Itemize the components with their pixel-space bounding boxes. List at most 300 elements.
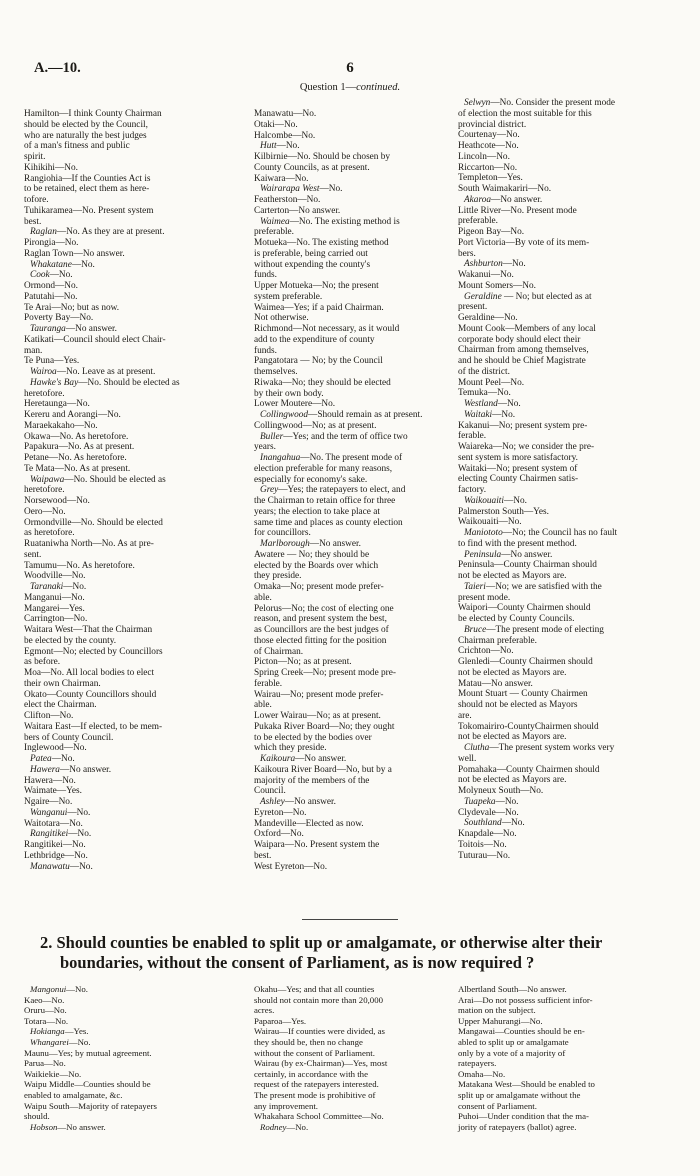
entry-line xyxy=(458,108,669,120)
entry-line xyxy=(24,517,245,529)
entry-text: funds. xyxy=(254,345,277,356)
q2-column-1 xyxy=(24,984,245,1132)
entry-line xyxy=(24,528,245,539)
entry-text: Patutahi—No. xyxy=(24,291,78,302)
entry-line xyxy=(24,1079,245,1090)
entry-text: Kaiwara—No. xyxy=(254,173,309,184)
entry-line xyxy=(24,442,245,453)
district-entry xyxy=(32,829,245,840)
entry-text: not be elected as Mayors are. xyxy=(458,667,567,678)
entry-line xyxy=(24,818,245,830)
entry-line xyxy=(254,227,458,238)
district-name: Mangonui xyxy=(30,984,67,994)
entry-text: Okawa—No. As heretofore. xyxy=(24,431,129,442)
entry-text: Whakahara School Committee—No. xyxy=(254,1111,384,1122)
entry-line xyxy=(458,1100,669,1112)
district-name: Geraldine xyxy=(464,291,502,302)
district-entry xyxy=(466,292,669,303)
entry-text: as heretofore. xyxy=(24,528,75,539)
entry-text: best. xyxy=(24,216,42,227)
entry-text: of election the most suitable for this xyxy=(458,108,592,119)
entry-text: Tuhikaramea—No. Present system xyxy=(24,205,154,216)
district-name: Southland xyxy=(464,818,502,829)
entry-line xyxy=(24,130,245,142)
question-label: Question 1— xyxy=(299,82,357,93)
entry-line xyxy=(458,270,669,281)
entry-text: Maraekakaho—No. xyxy=(24,420,98,431)
district-name: Buller xyxy=(260,431,284,442)
entry-text: Riccarton—No. xyxy=(458,162,518,173)
entry-text: —No. Should be elected as xyxy=(64,474,166,485)
entry-line xyxy=(254,1089,458,1101)
entry-text: ratepayers. xyxy=(458,1058,497,1069)
entry-line xyxy=(458,1089,669,1101)
entry-text: Mandeville—Elected as now. xyxy=(254,818,364,829)
entry-line xyxy=(458,366,669,378)
entry-line xyxy=(458,592,669,604)
entry-line xyxy=(458,710,669,722)
entry-line xyxy=(254,614,458,625)
entry-text: Upper Mahurangi—No. xyxy=(458,1015,543,1026)
entry-line xyxy=(458,216,669,227)
district-name: Marlborough xyxy=(260,539,310,549)
entry-line xyxy=(254,388,458,400)
entry-text: Omaha—No. xyxy=(458,1068,506,1079)
district-entry xyxy=(466,818,669,829)
entry-text: Oero—No. xyxy=(24,506,66,517)
entry-line xyxy=(24,141,245,152)
entry-text: Kaikoura River Board—No, but by a xyxy=(254,764,392,775)
entry-line xyxy=(458,280,669,292)
entry-line xyxy=(458,173,669,184)
entry-text: Parua—No. xyxy=(24,1058,66,1069)
entry-text: and he should be Chief Magistrate xyxy=(458,356,586,366)
entry-text: Collingwood—No; as at present. xyxy=(254,420,377,431)
entry-line xyxy=(458,1036,669,1048)
entry-line xyxy=(254,840,458,851)
entry-text: —No answer. xyxy=(491,194,543,205)
entry-line xyxy=(458,603,669,614)
district-name: Waitaki xyxy=(464,409,493,420)
entry-text: —No. The present mode of xyxy=(300,453,403,463)
district-name: Ashburton xyxy=(464,259,503,270)
entry-line xyxy=(254,463,458,475)
district-entry xyxy=(466,528,669,539)
entry-text: Waiareka—No; we consider the pre- xyxy=(458,442,595,452)
entry-text: Palmerston South—Yes. xyxy=(458,506,550,517)
entry-text: sent. xyxy=(24,549,42,560)
entry-line xyxy=(254,528,458,539)
entry-text: Courtenay—No. xyxy=(458,130,520,141)
entry-text: as before. xyxy=(24,657,61,668)
entry-line xyxy=(458,463,669,475)
district-name: Hobson xyxy=(30,1121,58,1132)
entry-text: Waitara West—That the Chairman xyxy=(24,625,153,635)
entry-line xyxy=(254,668,458,679)
entry-line xyxy=(254,474,458,486)
entry-text: Featherston—No. xyxy=(254,195,321,205)
district-entry xyxy=(466,195,669,206)
entry-line xyxy=(24,635,245,647)
district-name: Grey xyxy=(260,485,279,496)
entry-text: jority of ratepayers (ballot) agree. xyxy=(458,1121,577,1132)
entry-text: —Yes; the ratepayers to elect, and xyxy=(278,485,406,496)
district-entry xyxy=(262,184,458,195)
entry-text: same time and places as county election xyxy=(254,517,403,528)
entry-line xyxy=(254,635,458,647)
entry-text: Motueka—No. The existing method xyxy=(254,238,389,248)
document-reference: A.—10. xyxy=(34,60,81,76)
entry-line xyxy=(24,786,245,797)
question-2-heading xyxy=(40,933,660,973)
district-entry xyxy=(262,1122,458,1133)
entry-line xyxy=(458,1079,669,1090)
district-name: Inangahua xyxy=(260,453,301,463)
question-2-line-1: 2. Should counties be enabled to split up or amalgamate, or otherwise alter their xyxy=(40,933,603,952)
district-name: Bruce xyxy=(464,624,487,635)
entry-text: —The present system works very xyxy=(489,743,615,753)
entry-text: Templeton—Yes. xyxy=(458,173,523,184)
entry-line xyxy=(458,635,669,647)
entry-line xyxy=(24,1058,245,1069)
entry-text: elect the Chairman. xyxy=(24,700,97,711)
entry-line xyxy=(24,711,245,722)
entry-text: Mangarei—Yes. xyxy=(24,603,85,614)
district-name: Hawera xyxy=(30,764,60,775)
entry-text: —No. Consider the present mode xyxy=(490,98,616,108)
entry-line xyxy=(254,1068,458,1080)
entry-line xyxy=(24,216,245,228)
district-name: Wairarapa West xyxy=(260,184,320,195)
entry-text: present mode. xyxy=(458,592,511,603)
entry-line xyxy=(24,721,245,733)
entry-line xyxy=(458,1015,669,1027)
entry-line xyxy=(254,603,458,615)
entry-line xyxy=(24,248,245,260)
entry-text: —Should remain as at present. xyxy=(308,410,423,420)
district-entry xyxy=(466,399,669,410)
entry-line xyxy=(458,1068,669,1080)
entry-text: Manawatu—No. xyxy=(254,109,317,119)
entry-text: Petane—No. As heretofore. xyxy=(24,453,127,463)
entry-line xyxy=(24,1089,245,1101)
entry-text: —No. xyxy=(69,861,93,872)
entry-text: spirit. xyxy=(24,152,46,162)
entry-text: Hamilton—I think County Chairman xyxy=(24,109,162,119)
district-entry xyxy=(466,496,669,507)
entry-line xyxy=(254,818,458,830)
district-entry xyxy=(32,765,245,776)
entry-line xyxy=(254,119,458,131)
entry-line xyxy=(458,700,669,711)
entry-text: able. xyxy=(254,592,272,603)
district-name: Hawke's Bay xyxy=(30,377,79,388)
entry-text: —No; we are satisfied with the xyxy=(485,581,602,592)
district-entry xyxy=(32,1037,245,1048)
entry-text: Clifton—No. xyxy=(24,711,74,721)
entry-text: mation on the subject. xyxy=(458,1005,536,1016)
entry-text: only by a vote of a majority of xyxy=(458,1047,566,1058)
entry-text: Toitois—No. xyxy=(458,839,507,850)
entry-line xyxy=(24,1111,245,1122)
entry-line xyxy=(458,452,669,464)
entry-text: consent of Parliament. xyxy=(458,1100,537,1111)
entry-text: reason, and present system the best, xyxy=(254,614,387,625)
district-entry xyxy=(32,260,245,271)
entry-text: Papakura—No. As at present. xyxy=(24,442,135,453)
entry-text: Otaki—No. xyxy=(254,119,298,130)
entry-line xyxy=(254,1026,458,1037)
entry-text: Carrington—No. xyxy=(24,614,88,625)
entry-line xyxy=(254,496,458,507)
entry-text: is preferable, being carried out xyxy=(254,248,368,259)
entry-text: Pangatotara — No; by the Council xyxy=(254,356,383,367)
entry-text: Clydevale—No. xyxy=(458,807,519,818)
entry-text: election preferable for many reasons, xyxy=(254,463,393,474)
entry-text: by their own body. xyxy=(254,388,324,399)
entry-text: Pigeon Bay—No. xyxy=(458,227,525,237)
entry-line xyxy=(458,1058,669,1069)
entry-line xyxy=(24,463,245,475)
entry-text: bers. xyxy=(458,248,476,259)
entry-text: Upper Motueka—No; the present xyxy=(254,281,379,291)
entry-text: acres. xyxy=(254,1005,275,1016)
entry-line xyxy=(24,431,245,443)
entry-text: without the consent of Parliament. xyxy=(254,1047,375,1058)
district-entry xyxy=(32,324,245,335)
entry-text: Paparoa—Yes. xyxy=(254,1015,307,1026)
entry-line xyxy=(458,678,669,690)
entry-text: Carterton—No answer. xyxy=(254,205,341,216)
entry-line xyxy=(254,560,458,572)
district-name: Maniototo xyxy=(464,528,503,538)
district-name: Collingwood xyxy=(260,410,309,420)
entry-text: Mount Cook—Members of any local xyxy=(458,323,596,334)
district-name: Selwyn xyxy=(464,98,491,108)
district-name: Manawatu xyxy=(30,861,70,872)
entry-text: the Chairman to retain office for three xyxy=(254,496,396,506)
entry-text: Kilbirnie—No. Should be chosen by xyxy=(254,152,391,162)
entry-text: best. xyxy=(254,850,272,861)
entry-line xyxy=(254,420,458,432)
entry-line xyxy=(458,646,669,657)
entry-text: years. xyxy=(254,442,276,453)
entry-line xyxy=(254,1079,458,1090)
entry-text: Puhoi—Under condition that the ma- xyxy=(458,1111,589,1122)
entry-text: Waikiekie—No. xyxy=(24,1068,82,1079)
entry-text: Lincoln—No. xyxy=(458,151,510,162)
entry-text: —No. xyxy=(67,807,91,818)
entry-text: Ormondville—No. Should be elected xyxy=(24,517,163,528)
entry-line xyxy=(254,625,458,636)
entry-line xyxy=(458,850,669,862)
district-entry xyxy=(262,410,458,421)
entry-text: Geraldine—No. xyxy=(458,313,518,323)
entry-text: well. xyxy=(458,753,477,764)
entry-text: preferable. xyxy=(458,216,498,227)
entry-text: of a man's fitness and public xyxy=(24,141,130,152)
entry-text: Tuturau—No. xyxy=(458,850,511,861)
entry-text: —No answer. xyxy=(309,539,361,549)
entry-line xyxy=(254,721,458,733)
entry-line xyxy=(458,517,669,528)
entry-line xyxy=(254,657,458,668)
entry-line xyxy=(254,711,458,722)
entry-line xyxy=(458,431,669,442)
entry-line xyxy=(24,173,245,185)
entry-line xyxy=(458,345,669,356)
entry-text: Katikati—Council should elect Chair- xyxy=(24,334,166,345)
entry-text: —No. xyxy=(68,829,92,840)
entry-text: Manganui—No. xyxy=(24,592,85,603)
entry-text: —No. xyxy=(63,582,87,592)
entry-line xyxy=(254,1058,458,1069)
entry-line xyxy=(254,399,458,410)
entry-line xyxy=(24,571,245,582)
entry-line xyxy=(458,657,669,668)
district-entry xyxy=(32,1122,245,1133)
entry-line xyxy=(254,195,458,206)
entry-text: Mangawai—Counties should be en- xyxy=(458,1026,585,1037)
entry-line xyxy=(24,238,245,249)
district-entry xyxy=(262,797,458,808)
entry-line xyxy=(24,109,245,120)
entry-text: Molyneux South—No. xyxy=(458,786,544,796)
entry-text: Ngaire—No. xyxy=(24,797,73,807)
entry-line xyxy=(254,646,458,658)
entry-line xyxy=(24,313,245,324)
entry-line xyxy=(458,753,669,765)
entry-line xyxy=(458,775,669,786)
entry-text: —No. xyxy=(71,259,95,270)
district-entry xyxy=(466,259,669,270)
entry-text: add to the expenditure of county xyxy=(254,334,375,345)
entry-line xyxy=(458,474,669,485)
entry-text: Lower Wairau—No; as at present. xyxy=(254,711,381,721)
question-heading xyxy=(0,82,700,93)
entry-text: years; the election to take place at xyxy=(254,506,380,517)
entry-line xyxy=(458,1121,669,1133)
entry-line xyxy=(24,603,245,615)
entry-line xyxy=(24,689,245,701)
entry-text: Knapdale—No. xyxy=(458,829,517,839)
entry-line xyxy=(254,764,458,776)
entry-text: Kakanui—No; present system pre- xyxy=(458,420,588,431)
entry-text: of Chairman. xyxy=(254,646,304,657)
entry-text: Not otherwise. xyxy=(254,313,309,324)
district-entry xyxy=(32,227,245,238)
entry-text: Kereru and Aorangi—No. xyxy=(24,410,121,420)
entry-text: to be elected by the bodies over xyxy=(254,732,372,743)
district-entry xyxy=(262,539,458,550)
entry-line xyxy=(254,270,458,281)
entry-text: Council. xyxy=(254,786,286,797)
entry-text: request of the ratepayers interested. xyxy=(254,1079,379,1090)
entry-line xyxy=(24,485,245,496)
entry-line xyxy=(24,162,245,174)
entry-text: —No. xyxy=(502,259,526,270)
entry-text: certainly, in accordance with the xyxy=(254,1068,368,1079)
entry-text: Mount Peel—No. xyxy=(458,377,525,388)
entry-text: Waikouaiti—No. xyxy=(458,517,522,528)
entry-line xyxy=(458,485,669,496)
entry-line xyxy=(458,829,669,840)
entry-text: County Councils, as at present. xyxy=(254,162,370,173)
entry-line xyxy=(458,237,669,249)
entry-text: Totara—No. xyxy=(24,1015,69,1026)
entry-text: South Waimakariri—No. xyxy=(458,184,552,194)
entry-text: Albertland South—No answer. xyxy=(458,984,567,994)
entry-text: any improvement. xyxy=(254,1100,319,1111)
entry-line xyxy=(24,195,245,206)
entry-text: funds. xyxy=(254,270,277,281)
district-entry xyxy=(466,582,669,593)
entry-text: Waitotara—No. xyxy=(24,818,83,829)
entry-line xyxy=(458,377,669,389)
entry-text: preferable. xyxy=(254,227,294,238)
entry-text: —No. xyxy=(501,818,525,829)
entry-line xyxy=(24,1047,245,1059)
entry-text: Okato—County Councillors should xyxy=(24,689,157,700)
entry-text: sent system is more satisfactory. xyxy=(458,452,578,463)
entry-line xyxy=(254,334,458,346)
entry-line xyxy=(24,646,245,658)
entry-line xyxy=(458,560,669,571)
entry-line xyxy=(254,807,458,819)
district-entry xyxy=(32,367,245,378)
district-entry xyxy=(32,270,245,281)
entry-text: Kihikihi—No. xyxy=(24,162,78,173)
entry-line xyxy=(254,775,458,787)
entry-line xyxy=(254,162,458,174)
entry-text: corporate body should elect their xyxy=(458,334,581,345)
entry-line xyxy=(254,1047,458,1059)
entry-line xyxy=(254,1036,458,1048)
question-2-line-2: boundaries, without the consent of Parliament, as is now required ? xyxy=(60,953,535,972)
entry-text: of the district. xyxy=(458,366,510,377)
entry-text: Mount Somers—No. xyxy=(458,280,536,291)
district-entry xyxy=(262,485,458,496)
entry-line xyxy=(254,786,458,797)
entry-line xyxy=(254,678,458,690)
entry-line xyxy=(458,839,669,851)
district-name: Akaroa xyxy=(464,194,492,205)
entry-text: —No answer. xyxy=(284,797,336,807)
entry-line xyxy=(254,984,458,995)
district-name: Clutha xyxy=(464,743,490,753)
entry-line xyxy=(24,850,245,862)
entry-line xyxy=(254,700,458,711)
entry-line xyxy=(458,506,669,518)
entry-text: Heretaunga—No. xyxy=(24,399,90,410)
entry-text: Wairau (by ex-Chairman)—Yes, most xyxy=(254,1058,388,1069)
entry-text: —No. xyxy=(66,984,88,994)
q1-column-2 xyxy=(254,109,458,872)
entry-text: Halcombe—No. xyxy=(254,130,316,141)
entry-text: Riwaka—No; they should be elected xyxy=(254,377,391,388)
district-entry xyxy=(262,453,458,464)
district-name: Whangarei xyxy=(30,1036,69,1047)
entry-line xyxy=(458,388,669,399)
entry-line xyxy=(254,1100,458,1112)
entry-text: —No. xyxy=(503,495,527,506)
entry-text: majority of the members of the xyxy=(254,775,370,786)
entry-line xyxy=(24,334,245,346)
entry-text: able. xyxy=(254,700,272,711)
entry-text: Spring Creek—No; present mode pre- xyxy=(254,668,396,678)
entry-line xyxy=(24,119,245,131)
continued-label: continued. xyxy=(356,82,401,93)
